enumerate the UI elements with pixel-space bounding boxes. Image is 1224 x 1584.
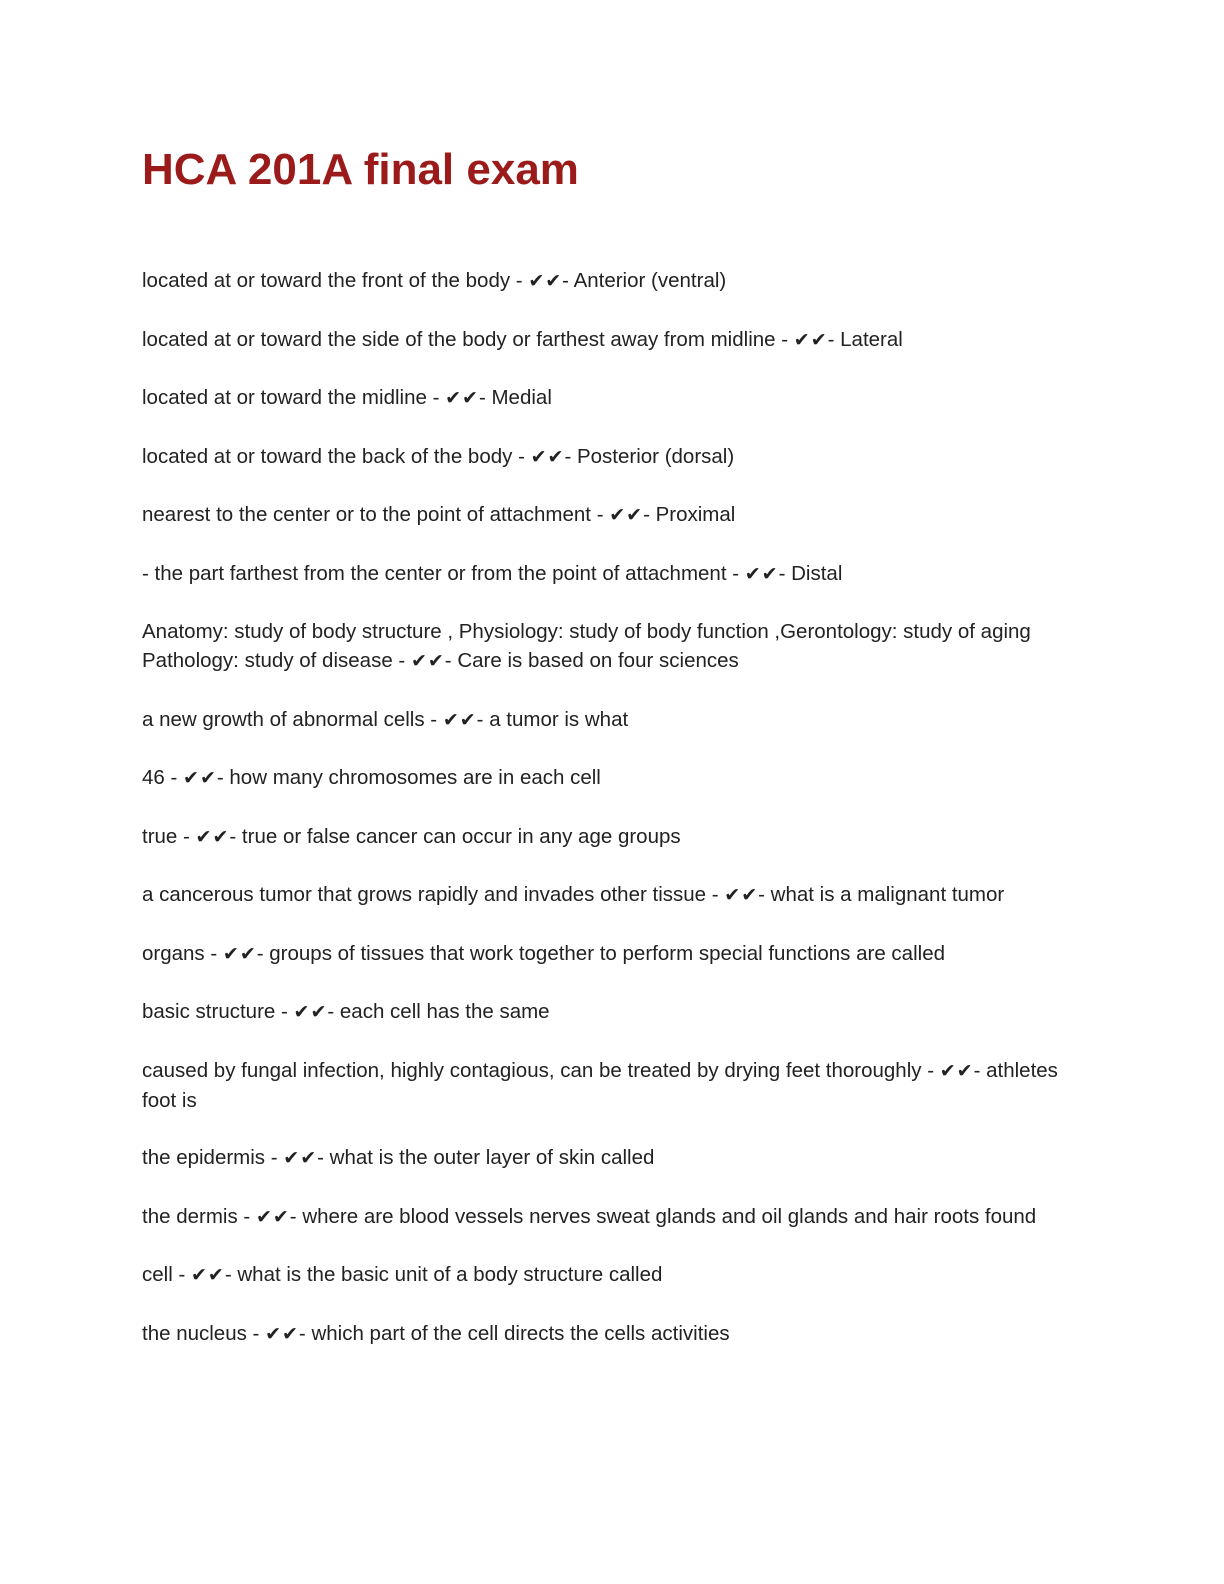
qa-separator: - — [216, 766, 230, 789]
qa-prompt: a cancerous tumor that grows rapidly and invades other tissue — [142, 883, 707, 906]
qa-separator: - — [265, 1146, 284, 1169]
qa-answer: Care is based on four sciences — [457, 649, 739, 672]
qa-separator: - — [177, 824, 196, 848]
qa-item — [142, 822, 1082, 852]
qa-separator: - — [204, 941, 223, 965]
qa-separator: - — [424, 707, 443, 731]
qa-item — [142, 939, 1082, 969]
qa-answer: what is the outer layer of skin called — [329, 1146, 655, 1169]
qa-separator: - — [246, 1321, 266, 1345]
qa-item — [142, 383, 1082, 413]
double-check-icon: ✔✔ — [530, 445, 565, 468]
qa-item — [142, 1319, 1082, 1349]
qa-separator: - — [775, 327, 794, 351]
qa-answer: groups of tissues that work together to perform special functions are called — [269, 941, 945, 965]
qa-separator: - — [510, 269, 529, 292]
double-check-icon: ✔✔ — [744, 562, 779, 585]
qa-prompt: - the part farthest from the center or from the point of attachment — [142, 561, 727, 585]
double-check-icon: ✔✔ — [183, 767, 217, 789]
qa-list — [142, 266, 1082, 1349]
double-check-icon: ✔✔ — [265, 1322, 299, 1345]
qa-answer: each cell has the same — [339, 1000, 550, 1023]
document-page — [142, 140, 1082, 1377]
qa-separator: - — [564, 444, 577, 468]
qa-prompt: nearest to the center or to the point of attachment — [142, 503, 591, 526]
qa-prompt: organs — [142, 941, 205, 965]
qa-separator: - — [706, 883, 725, 906]
qa-answer: a tumor is what — [489, 707, 629, 731]
qa-prompt: located at or toward the front of the body — [142, 269, 511, 292]
qa-answer: Medial — [491, 386, 552, 409]
qa-prompt: caused by fungal infection, highly contagious, can be treated by drying feet thoroughly — [142, 1058, 922, 1082]
qa-prompt: basic structure — [142, 1000, 276, 1023]
qa-separator: - — [298, 1321, 312, 1345]
qa-separator: - — [444, 649, 458, 672]
qa-prompt: cell — [142, 1263, 173, 1286]
qa-separator: - — [591, 503, 610, 526]
qa-separator: - — [172, 1263, 191, 1286]
qa-separator: - — [512, 444, 531, 468]
qa-separator: - — [164, 766, 184, 789]
qa-separator: - — [256, 941, 270, 965]
document-title: HCA 201A final exam — [142, 145, 579, 194]
double-check-icon: ✔✔ — [724, 884, 759, 906]
qa-separator: - — [643, 503, 656, 526]
qa-prompt: a new growth of abnormal cells — [142, 707, 425, 731]
qa-answer: which part of the cell directs the cells activities — [311, 1321, 730, 1345]
qa-prompt: the nucleus — [142, 1321, 247, 1345]
qa-separator: - — [973, 1058, 987, 1082]
qa-answer: how many chromosomes are in each cell — [229, 766, 601, 789]
qa-separator: - — [478, 386, 492, 409]
qa-separator: - — [392, 649, 411, 672]
qa-separator: - — [758, 883, 771, 906]
qa-prompt: located at or toward the midline — [142, 386, 427, 409]
qa-item — [142, 500, 1082, 530]
double-check-icon: ✔✔ — [442, 708, 477, 731]
qa-answer: Proximal — [655, 503, 736, 526]
qa-item — [142, 880, 1082, 910]
double-check-icon: ✔✔ — [293, 1001, 328, 1023]
qa-answer: Distal — [791, 561, 843, 585]
double-check-icon: ✔✔ — [939, 1059, 974, 1082]
qa-prompt: located at or toward the back of the body — [142, 444, 513, 468]
qa-item — [142, 325, 1082, 355]
double-check-icon: ✔✔ — [255, 1205, 290, 1228]
double-check-icon: ✔✔ — [222, 942, 257, 965]
qa-separator: - — [275, 1000, 294, 1023]
double-check-icon: ✔✔ — [609, 504, 644, 526]
qa-answer: true or false cancer can occur in any age groups — [241, 824, 681, 848]
qa-prompt: true — [142, 824, 178, 848]
qa-separator: - — [426, 386, 446, 409]
qa-item — [142, 1260, 1082, 1290]
qa-separator: - — [237, 1204, 256, 1228]
qa-answer: athletes foot is — [142, 1058, 1058, 1112]
qa-separator: - — [827, 327, 841, 351]
qa-item — [142, 1143, 1082, 1173]
qa-answer: where are blood vessels nerves sweat glands and oil glands and hair roots found — [302, 1204, 1037, 1228]
double-check-icon: ✔✔ — [410, 650, 445, 672]
qa-answer: what is a malignant tumor — [770, 883, 1005, 906]
qa-item — [142, 442, 1082, 472]
qa-separator: - — [726, 561, 745, 585]
qa-answer: Anterior (ventral) — [573, 269, 727, 292]
qa-separator: - — [921, 1058, 940, 1082]
double-check-icon: ✔✔ — [445, 387, 479, 409]
qa-separator: - — [224, 1263, 238, 1286]
qa-answer: what is the basic unit of a body structure called — [237, 1263, 663, 1286]
qa-prompt: Anatomy: study of body structure , Physiology: study of body function ,Gerontology: study of aging Pathology: study of disease — [142, 620, 1031, 672]
qa-item — [142, 1056, 1082, 1115]
qa-item — [142, 1202, 1082, 1232]
qa-separator: - — [778, 561, 792, 585]
qa-separator: - — [476, 707, 490, 731]
double-check-icon: ✔✔ — [283, 1147, 318, 1169]
qa-answer: Posterior (dorsal) — [576, 444, 735, 468]
double-check-icon: ✔✔ — [190, 1264, 225, 1286]
qa-prompt: 46 — [142, 766, 165, 789]
qa-separator: - — [327, 1000, 340, 1023]
double-check-icon: ✔✔ — [528, 270, 563, 292]
qa-item — [142, 559, 1082, 589]
qa-item — [142, 617, 1082, 676]
qa-item — [142, 997, 1082, 1027]
double-check-icon: ✔✔ — [793, 328, 828, 351]
qa-item — [142, 266, 1082, 296]
double-check-icon: ✔✔ — [195, 825, 230, 848]
qa-prompt: the dermis — [142, 1204, 238, 1228]
qa-separator: - — [289, 1204, 303, 1228]
qa-item — [142, 705, 1082, 735]
qa-prompt: the epidermis — [142, 1146, 266, 1169]
qa-prompt: located at or toward the side of the body or farthest away from midline — [142, 327, 776, 351]
qa-separator: - — [229, 824, 242, 848]
qa-answer: Lateral — [840, 327, 903, 351]
qa-separator: - — [317, 1146, 330, 1169]
qa-separator: - — [562, 269, 574, 292]
qa-item — [142, 763, 1082, 793]
